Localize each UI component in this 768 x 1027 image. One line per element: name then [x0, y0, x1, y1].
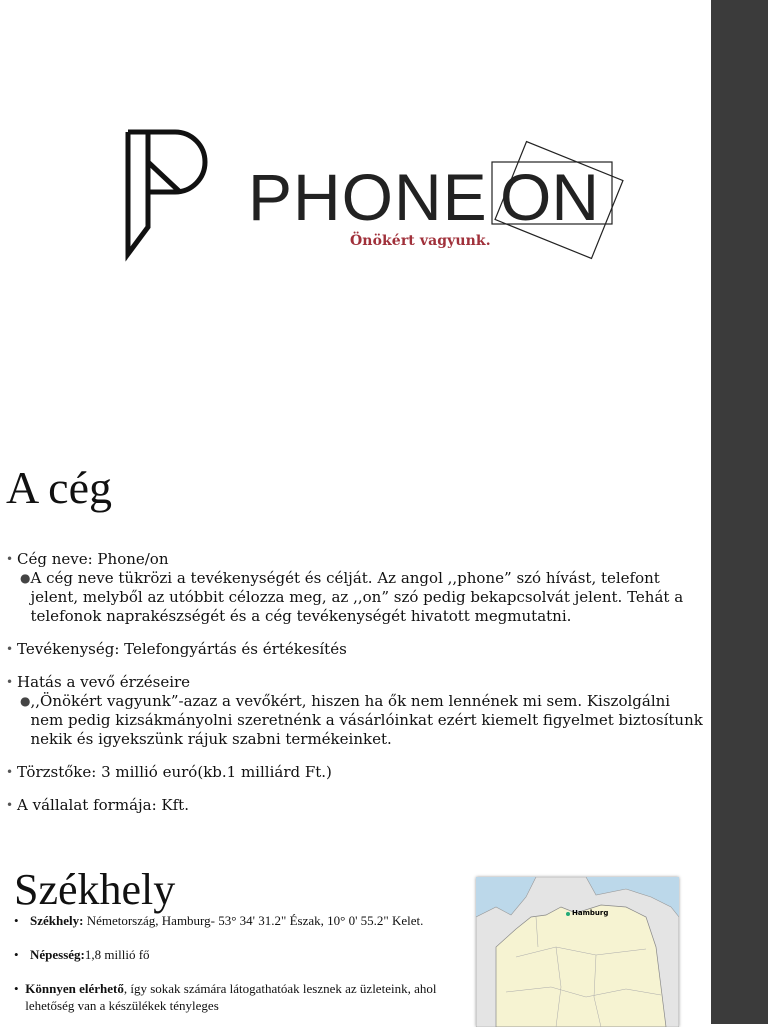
- bullet-icon: •: [6, 765, 14, 779]
- bullet-row: [6, 550, 706, 569]
- sub-item-text: A cég neve tükrözi a tevékenységét és célját. Az angol ,,phone” szó hívást, telefont jelent, melyből az utóbbit célozza meg, az ,,on” szó pedig bekapcsolvát jelent. Tehát a telefonok naprakészségét és a cég tevékenységét hivatott megmutatni.: [30, 569, 684, 625]
- list-item-text: Törzstőke: 3 millió euró(kb.1 milliárd Ft.): [17, 763, 332, 781]
- logo-wordmark-on: ON: [500, 160, 599, 234]
- list-item: [6, 796, 706, 815]
- bullet-icon: •: [6, 675, 14, 689]
- bullet-row: [6, 796, 706, 815]
- bullet-row: [6, 763, 706, 782]
- list-item-text: Cég neve: Phone/on: [17, 550, 169, 568]
- bullet-icon: •: [6, 642, 14, 656]
- sub-bullet-icon: ●: [20, 571, 31, 585]
- sub-bullet-icon: ●: [20, 694, 31, 708]
- list-item-text: Tevékenység: Telefongyártás és értékesítés: [17, 640, 347, 658]
- list-item-text: Hatás a vevő érzéseire: [17, 673, 191, 691]
- section-title-headquarters: Székhely: [14, 865, 176, 914]
- company-info-list: [6, 550, 706, 829]
- list-item: • Könnyen elérhető, így sokak számára látogathatóak lesznek az üzleteink, ahol lehetőség van a készülékek tényleges: [14, 981, 437, 1013]
- sub-bullet-row: [20, 692, 706, 749]
- map-label-hamburg: Hamburg: [572, 909, 609, 917]
- section-title-company: A cég: [6, 462, 113, 513]
- list-item: [6, 640, 706, 659]
- headquarters-info-list: [14, 912, 454, 1014]
- logo-wordmark: PHONE: [248, 160, 488, 234]
- list-item: • Népesség:1,8 millió fő: [14, 947, 150, 962]
- list-item-text: A vállalat formája: Kft.: [17, 796, 189, 814]
- bullet-icon: •: [6, 552, 14, 566]
- dark-side-panel: [711, 0, 768, 1024]
- list-item: [6, 550, 706, 626]
- germany-map: [476, 877, 679, 1027]
- bullet-icon: •: [6, 798, 14, 812]
- bullet-row: [6, 673, 706, 692]
- sub-item-text: ,,Önökért vagyunk”-azaz a vevőkért, hiszen ha ők nem lennének mi sem. Kiszolgálni nem pedig kizsákmányolni szeretnénk a vásárlóinkat ezért kiemelt figyelmet biztosítunk nekik és igyekszünk rájuk szabni termékeinket.: [30, 692, 703, 748]
- logo-tagline: Önökért vagyunk.: [350, 233, 491, 249]
- sub-bullet-row: [20, 569, 706, 626]
- list-item: [6, 673, 706, 749]
- list-item: [6, 763, 706, 782]
- list-item: • Székhely: Németország, Hamburg- 53° 34' 31.2" Észak, 10° 0' 55.2" Kelet.: [14, 913, 424, 928]
- bullet-row: [6, 640, 706, 659]
- p-monogram-icon: [128, 132, 205, 254]
